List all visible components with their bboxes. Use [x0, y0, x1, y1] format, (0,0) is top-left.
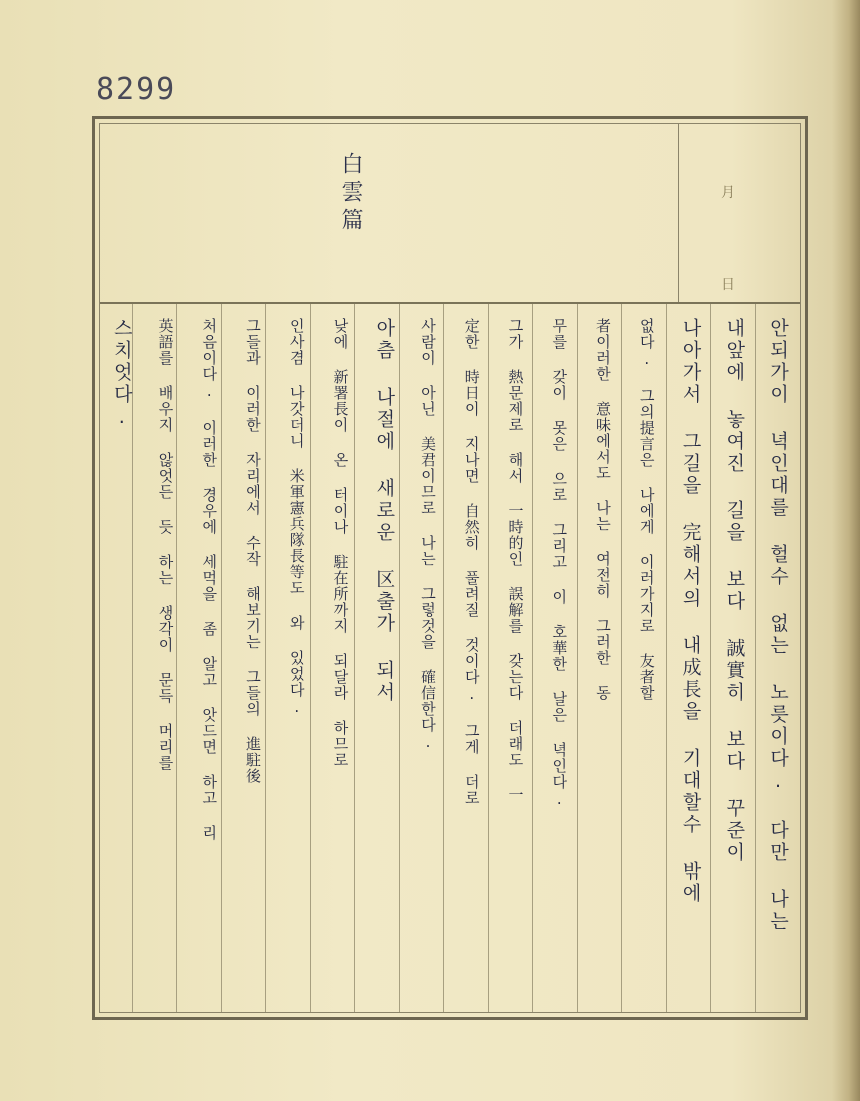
- date-box: [678, 124, 809, 302]
- entry-title: 白雲篇: [338, 152, 363, 236]
- text-line: 者이러한 意味에서도 나는 여전히 그러한 동: [594, 318, 612, 701]
- text-line: 내앞에 놓여진 길을 보다 誠實히 보다 꾸준이: [723, 318, 746, 864]
- text-line: 무를 갖이 못은 으로 그리고 이 호華한 날은 녁인다.: [550, 318, 569, 809]
- text-line: 定한 時日이 지나면 自然히 풀려질 것이다. 그게 더로: [462, 318, 481, 806]
- text-line: 그들과 이러한 자리에서 수작 해보기는 그들의 進駐後: [244, 318, 262, 784]
- page-number-stamp: 8299: [96, 72, 177, 107]
- text-line: 스치엇다.: [110, 318, 133, 431]
- book-binding-shadow: [832, 0, 860, 1101]
- ledger-frame: [92, 116, 808, 1020]
- ledger-inner-frame: [99, 123, 801, 1013]
- text-line: 나아가서 그길을 完해서의 내成長을 기대할수 밖에: [679, 318, 702, 905]
- text-line: 처음이다. 이러한 경우에 세먹을 좀 알고 앗드면 하고 리: [200, 318, 219, 841]
- text-line: 없다. 그의提言은 나에게 이러가지로 友者할: [637, 318, 656, 701]
- day-label: 日: [721, 277, 735, 293]
- text-line: 사람이 아닌 美君이므로 나는 그렇것을 確信한다.: [419, 318, 437, 752]
- writing-area: [100, 304, 800, 1012]
- handwritten-columns: [100, 304, 800, 1012]
- text-line: 英語를 배우지 않엇든 듯 하는 생각이 문득 머리를: [156, 318, 175, 771]
- header-row: [100, 124, 800, 304]
- text-line: 안되가이 녁인대를 헐수 없는 노릇이다. 다만 나는: [767, 318, 789, 933]
- text-line: 인사겸 나갓더니 米軍憲兵隊長等도 와 있었다.: [287, 318, 306, 717]
- text-line: 그가 熱문제로 해서 一時的인 誤解를 갖는다 더래도 一: [506, 318, 525, 803]
- month-label: 月: [721, 185, 735, 201]
- text-line: 낮에 新署長이 온 터이나 駐在所까지 되달라 하므로: [331, 318, 350, 768]
- text-line: 아츰 나절에 새로운 区출가 되서: [373, 318, 396, 704]
